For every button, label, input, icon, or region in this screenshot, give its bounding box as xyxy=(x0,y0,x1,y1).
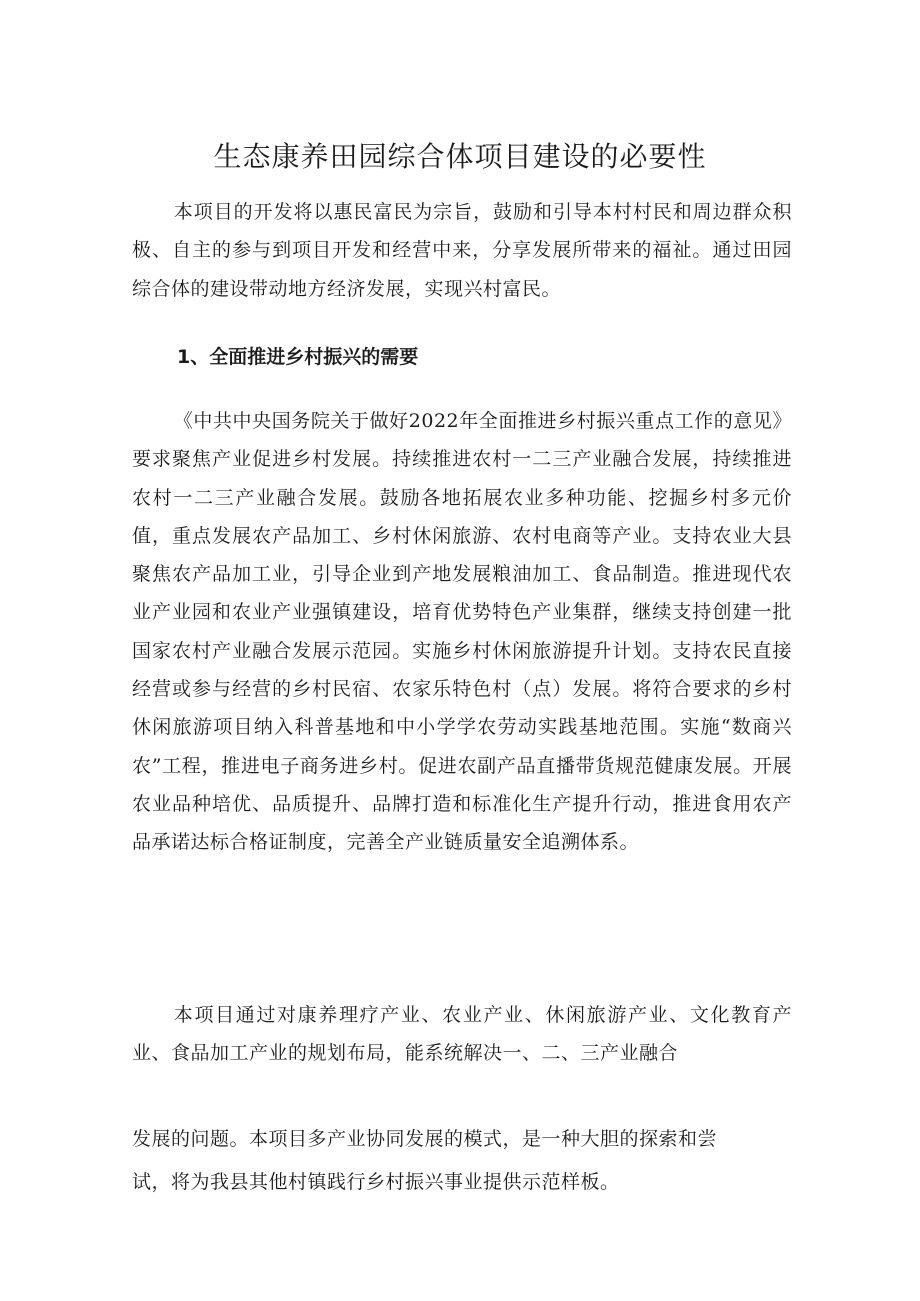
section-heading: 1、全面推进乡村振兴的需要 xyxy=(177,346,419,368)
intro-paragraph: 本项目的开发将以惠民富民为宗旨，鼓励和引导本村村民和周边群众积极、自主的参与到项目开发和经营中来，分享发展所带来的福祉。通过田园综合体的建设带动地方经济发展，实现兴村富民。 xyxy=(132,201,792,300)
closing-line-1: 发展的问题。本项目多产业协同发展的模式，是一种大胆的探索和尝 xyxy=(132,1128,718,1150)
closing-line-2: 试，将为我县其他村镇践行乡村振兴事业提供示范样板。 xyxy=(132,1171,620,1193)
project-paragraph: 本项目通过对康养理疗产业、农业产业、休闲旅游产业、文化教育产业、食品加工产业的规划布局，能系统解决一、二、三产业融合 xyxy=(132,1004,792,1065)
document-title: 生态康养田园综合体项目建设的必要性 xyxy=(213,139,707,173)
policy-paragraph: 《中共中央国务院关于做好2022年全面推进乡村振兴重点工作的意见》要求聚焦产业促进乡村发展。持续推进农村一二三产业融合发展，持续推进农村一二三产业融合发展。鼓励各地拓展农业多种功能、挖掘乡村多元价值，重点发展农产品加工、乡村休闲旅游、农村电商等产业。支持农业大县聚焦农产品加工业，引导企业到产地发展粮油加工、食品制造。推进现代农业产业园和农业产业强镇建设，培育优势特色产业集群，继续支持创建一批国家农村产业融合发展示范园。实施乡村休闲旅游提升计划。支持农民直接经营或参与经营的乡村民宿、农家乐特色村（点）发展。将符合要求的乡村休闲旅游项目纳入科普基地和中小学学农劳动实践基地范围。实施“数商兴农”工程，推进电子商务进乡村。促进农副产品直播带货规范健康发展。开展农业品种培优、品质提升、品牌打造和标准化生产提升行动，推进食用农产品承诺达标合格证制度，完善全产业链质量安全追溯体系。 xyxy=(132,410,792,854)
